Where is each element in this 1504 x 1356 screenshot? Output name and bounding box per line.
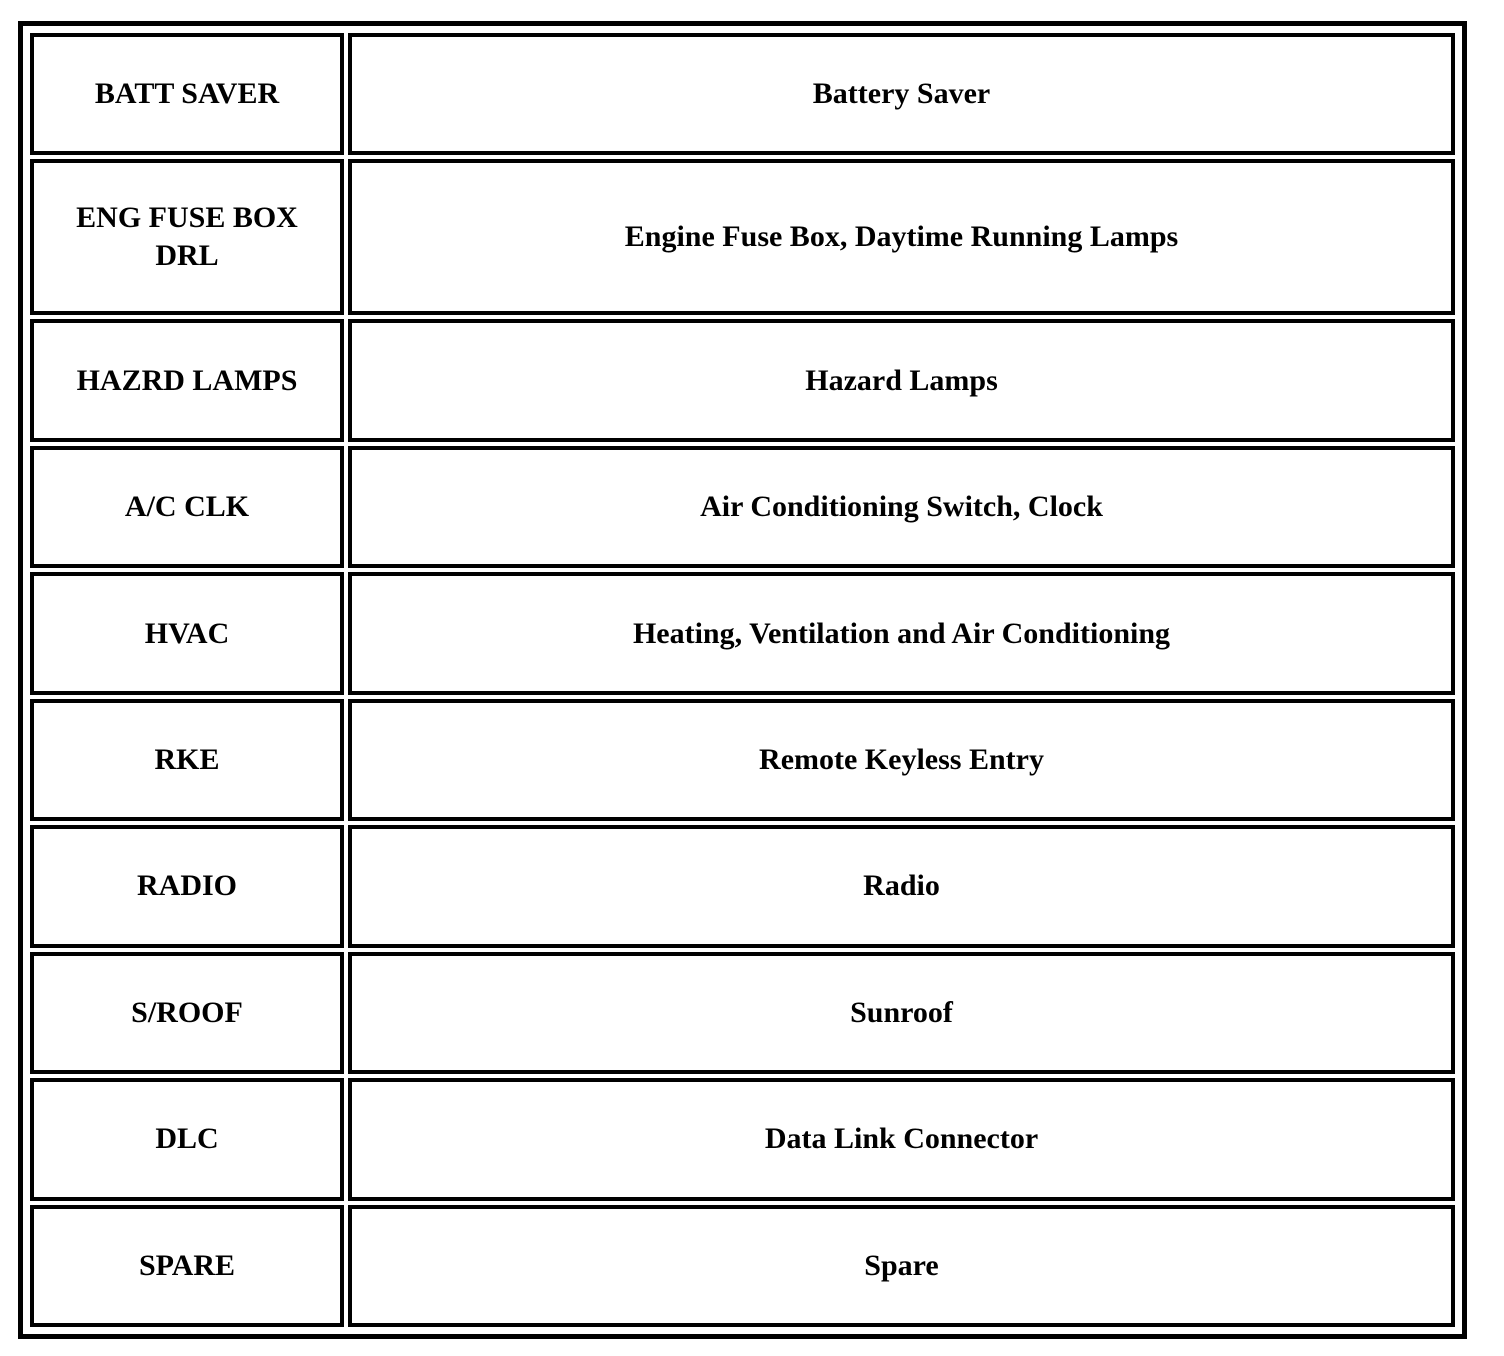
fuse-code-cell: HVAC [30, 572, 344, 694]
fuse-code-cell: SPARE [30, 1205, 344, 1328]
fuse-description-cell: Sunroof [348, 952, 1455, 1074]
fuse-table [26, 29, 1459, 1331]
fuse-description-cell: Spare [348, 1205, 1455, 1328]
fuse-description-cell: Data Link Connector [348, 1078, 1455, 1200]
fuse-description-cell: Heating, Ventilation and Air Conditioning [348, 572, 1455, 694]
fuse-description-cell: Engine Fuse Box, Daytime Running Lamps [348, 159, 1455, 315]
fuse-description-cell: Radio [348, 825, 1455, 947]
table-row [30, 699, 1455, 821]
fuse-description-cell: Battery Saver [348, 33, 1455, 155]
fuse-code-cell: S/ROOF [30, 952, 344, 1074]
fuse-code-cell: DLC [30, 1078, 344, 1200]
fuse-code-cell: RADIO [30, 825, 344, 947]
fuse-description-cell: Remote Keyless Entry [348, 699, 1455, 821]
fuse-code-cell: A/C CLK [30, 446, 344, 568]
fuse-code-cell: RKE [30, 699, 344, 821]
table-row [30, 1205, 1455, 1328]
table-row [30, 446, 1455, 568]
fuse-description-cell: Hazard Lamps [348, 319, 1455, 441]
table-row [30, 319, 1455, 441]
table-row [30, 572, 1455, 694]
table-row [30, 825, 1455, 947]
fuse-table-frame [18, 21, 1467, 1339]
fuse-code-cell: ENG FUSE BOX DRL [30, 159, 344, 315]
table-row [30, 159, 1455, 315]
table-row [30, 952, 1455, 1074]
fuse-description-cell: Air Conditioning Switch, Clock [348, 446, 1455, 568]
fuse-code-cell: BATT SAVER [30, 33, 344, 155]
fuse-code-cell: HAZRD LAMPS [30, 319, 344, 441]
table-row [30, 33, 1455, 155]
table-row [30, 1078, 1455, 1200]
